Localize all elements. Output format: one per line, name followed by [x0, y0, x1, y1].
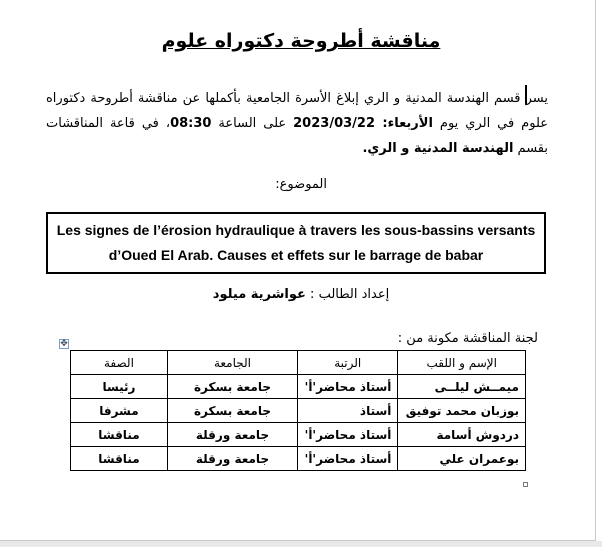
member-university[interactable]: جامعة بسكرة — [167, 399, 297, 423]
member-rank[interactable]: أستاذ — [298, 399, 398, 423]
document-title: مناقشة أطروحة دكتوراه علوم — [161, 30, 441, 52]
table-header-row — [71, 351, 526, 375]
subject-text: Les signes de l’érosion hydraulique à travers les sous-bassins versants d’Oued El Arab. Causes et effets sur le barrage de babar — [56, 222, 536, 263]
member-university[interactable]: جامعة بسكرة — [167, 375, 297, 399]
member-rank[interactable]: أستاذ محاضر'أ' — [298, 423, 398, 447]
header-university: الجامعة — [167, 351, 297, 375]
table-row — [71, 447, 526, 471]
committee-label: لجنة المناقشة مكونة من : — [397, 331, 538, 346]
table-move-handle-icon[interactable]: ✥ — [60, 339, 68, 349]
member-university[interactable]: جامعة ورقلة — [167, 423, 297, 447]
member-name[interactable]: بوعمران علي — [398, 447, 526, 471]
member-university[interactable]: جامعة ورقلة — [167, 447, 297, 471]
header-rank: الرتبة — [298, 351, 398, 375]
table-row — [71, 375, 526, 399]
member-role[interactable]: رئيسا — [71, 375, 168, 399]
announcement-department: الهندسة المدنية و الري. — [362, 141, 514, 156]
student-line — [0, 287, 602, 302]
member-rank[interactable]: أستاذ محاضر'أ' — [298, 375, 398, 399]
announcement-part2: على الساعة — [211, 116, 294, 131]
header-name: الإسم و اللقب — [398, 351, 526, 375]
table-row — [71, 423, 526, 447]
announcement-part1: يسر قسم الهندسة المدنية و الري إبلاغ الأسرة الجامعية بأكملها عن مناقشة أطروحة دكتوراه علوم في الري يوم — [46, 91, 549, 131]
member-rank[interactable]: أستاذ محاضر'أ' — [298, 447, 398, 471]
member-role[interactable]: مناقشا — [71, 447, 168, 471]
member-role[interactable]: مناقشا — [71, 423, 168, 447]
header-role: الصفة — [71, 351, 168, 375]
horizontal-scroll-area[interactable] — [0, 541, 602, 547]
student-name: عواشرية ميلود — [212, 287, 306, 302]
table-row — [71, 399, 526, 423]
announcement-day-date: الأربعاء: 2023/03/22 — [293, 116, 433, 131]
subject-label: الموضوع: — [275, 177, 327, 192]
table-resize-handle[interactable] — [523, 482, 528, 487]
committee-table[interactable] — [70, 350, 526, 471]
announcement-paragraph[interactable] — [46, 86, 548, 161]
subject-box[interactable] — [46, 212, 546, 274]
member-name[interactable]: ميمــش ليلــى — [398, 375, 526, 399]
announcement-time: 08:30 — [170, 116, 212, 131]
member-role[interactable]: مشرفا — [71, 399, 168, 423]
member-name[interactable]: دردوش أسامة — [398, 423, 526, 447]
announcement-part3: ، في قاعة المناقشات بقسم — [46, 116, 548, 156]
student-label: إعداد الطالب : — [305, 287, 390, 302]
member-name[interactable]: بوزبان محمد توفيق — [398, 399, 526, 423]
